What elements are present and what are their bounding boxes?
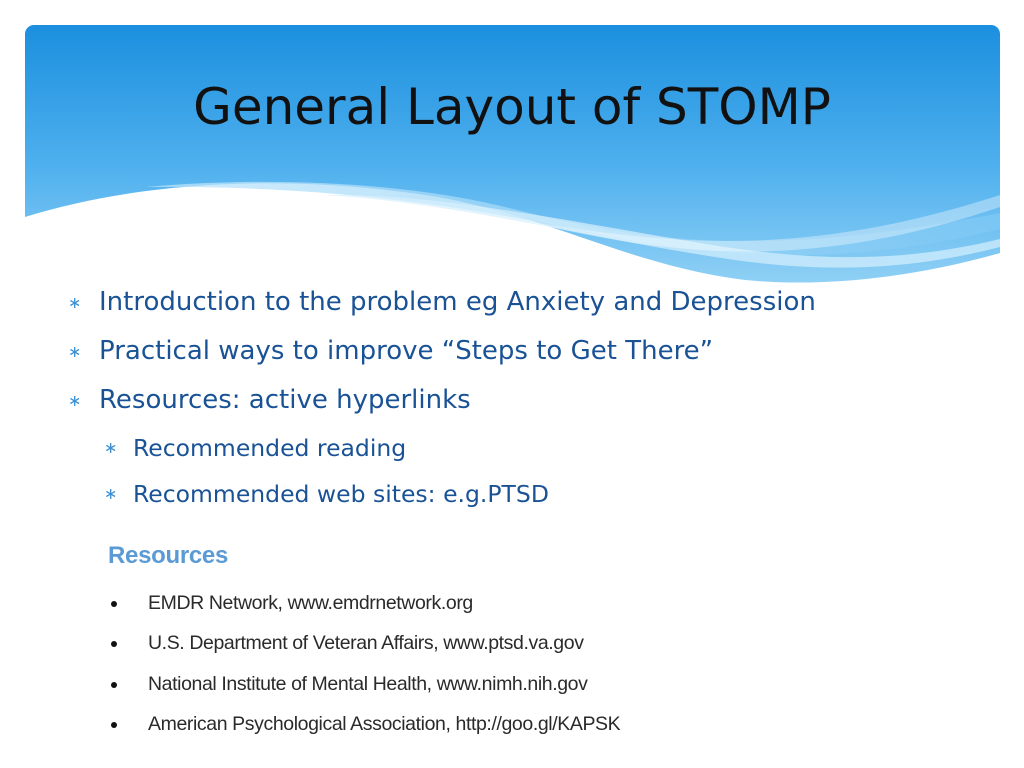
- resource-item: [100, 634, 740, 662]
- resources-screenshot: [100, 538, 740, 748]
- bullet-list: [64, 278, 984, 517]
- resource-link-text[interactable]: U.S. Department of Veteran Affairs, www.ptsd.va.gov: [148, 632, 584, 654]
- asterisk-bullet-icon: ∗: [104, 484, 118, 503]
- resources-heading: Resources: [108, 542, 229, 569]
- sub-bullet-item: [64, 425, 984, 471]
- bullet-text: Resources: active hyperlinks: [99, 385, 471, 415]
- asterisk-bullet-icon: ∗: [68, 391, 82, 410]
- asterisk-bullet-icon: ∗: [68, 293, 82, 312]
- slide-title: General Layout of STOMP: [193, 78, 831, 136]
- bullet-text: Introduction to the problem eg Anxiety and Depression: [99, 287, 816, 317]
- bullet-dot-icon: [111, 682, 117, 688]
- sub-bullet-item: [64, 471, 984, 517]
- bullet-item: [64, 278, 984, 327]
- bullet-item: [64, 327, 984, 376]
- sub-bullet-text: Recommended web sites: e.g.PTSD: [133, 480, 549, 508]
- asterisk-bullet-icon: ∗: [104, 438, 118, 457]
- resource-item: [100, 675, 740, 703]
- header-wave-background: [25, 25, 1000, 295]
- resource-item: [100, 715, 740, 743]
- wave-graphic: [25, 25, 1000, 295]
- resource-link-text[interactable]: EMDR Network, www.emdrnetwork.org: [148, 592, 473, 614]
- sub-bullet-text: Recommended reading: [133, 434, 407, 462]
- bullet-dot-icon: [111, 601, 117, 607]
- resource-item: [100, 594, 740, 622]
- bullet-item: [64, 376, 984, 425]
- bullet-text: Practical ways to improve “Steps to Get There”: [99, 336, 714, 366]
- resource-link-text[interactable]: American Psychological Association, http://goo.gl/KAPSK: [148, 713, 621, 735]
- asterisk-bullet-icon: ∗: [68, 342, 82, 361]
- bullet-dot-icon: [111, 722, 117, 728]
- resource-link-text[interactable]: National Institute of Mental Health, www.nimh.nih.gov: [148, 673, 588, 695]
- bullet-dot-icon: [111, 641, 117, 647]
